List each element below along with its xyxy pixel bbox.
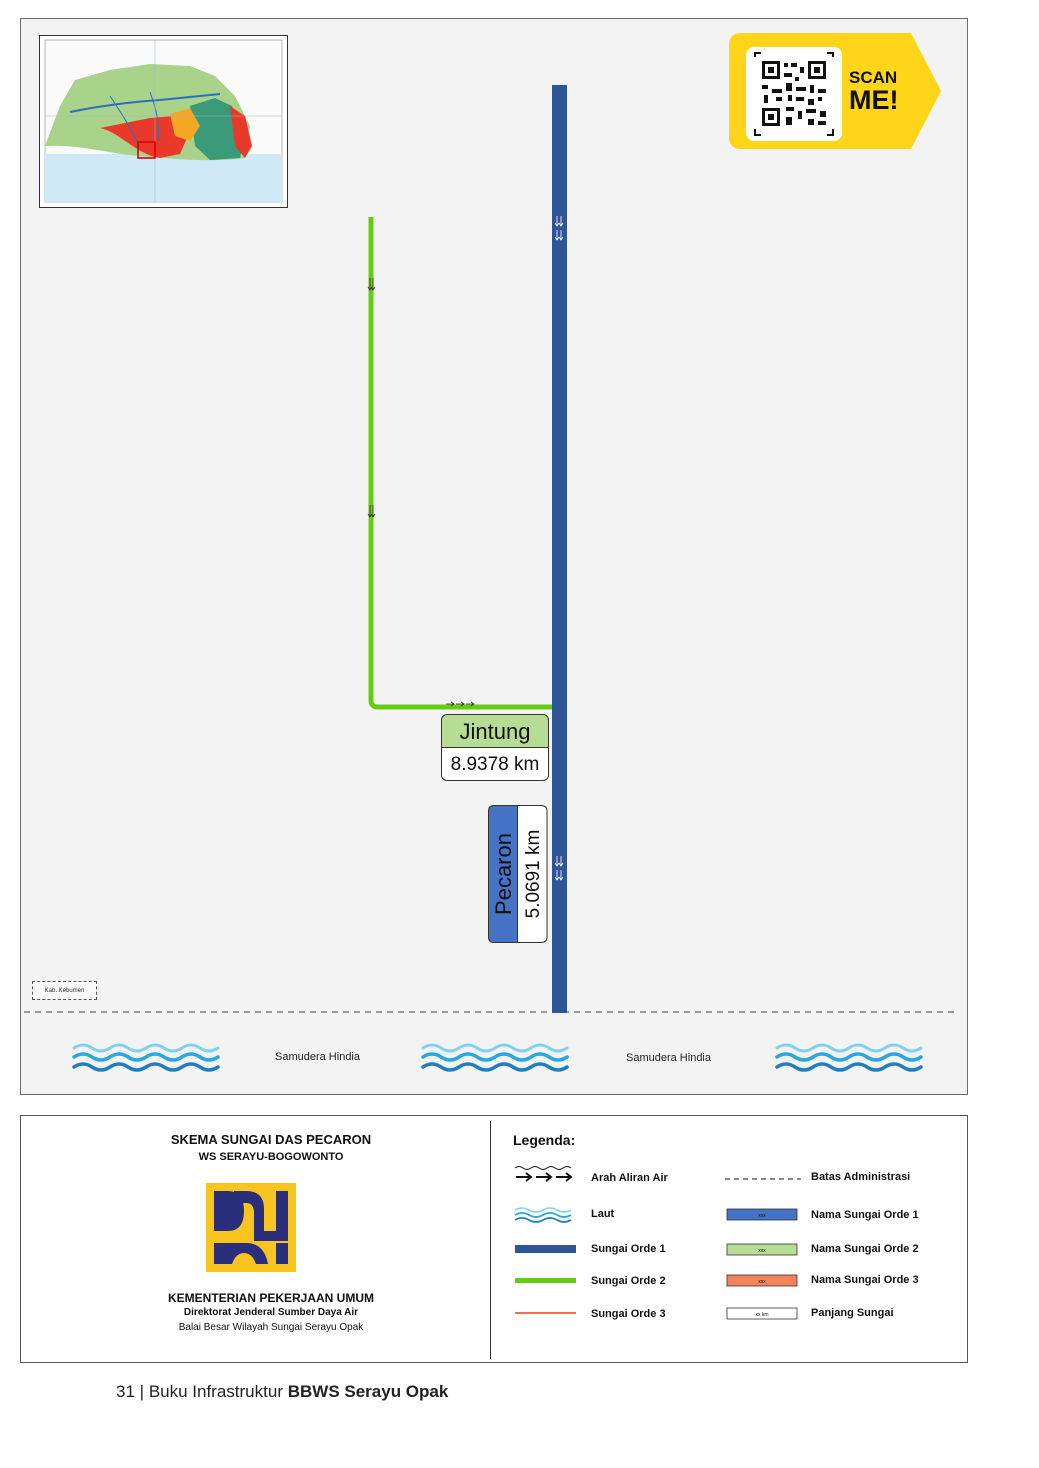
river-label-order1-graphic <box>488 805 548 943</box>
legend-order1-line <box>515 1245 576 1253</box>
legend-admin-label: Batas Administrasi <box>811 1171 911 1183</box>
legend-name3-swatch-text: xxx <box>758 1279 766 1285</box>
legend-name2-swatch-text: xxx <box>758 1248 766 1254</box>
legend-name2-label: Nama Sungai Orde 2 <box>811 1243 919 1255</box>
ministry-logo-icon <box>206 1183 296 1272</box>
legend-name1-label: Nama Sungai Orde 1 <box>811 1209 919 1221</box>
legend-order3-label: Sungai Orde 3 <box>591 1308 666 1320</box>
legend-order2-label: Sungai Orde 2 <box>591 1275 666 1287</box>
legend-length-swatch-text: xx km <box>755 1312 769 1318</box>
legend-sea-label: Laut <box>591 1208 615 1220</box>
org-name: BBWS Serayu Opak <box>287 1382 449 1401</box>
legend-name1-swatch-text: xxx <box>758 1213 766 1219</box>
legend-order2-line <box>515 1278 576 1283</box>
legend-sea-icon <box>515 1208 571 1222</box>
book-title: Buku Infrastruktur <box>148 1382 283 1401</box>
river-name-label-order2: Jintung <box>441 714 549 748</box>
schema-title: SKEMA SUNGAI DAS PECARON <box>170 1132 372 1147</box>
river-name-label-order1: Pecaron <box>491 833 516 915</box>
legend-order3-line <box>515 1312 576 1314</box>
page-footer-caption <box>116 1382 448 1402</box>
caption-separator: | <box>139 1382 145 1401</box>
admin-region-label: Kab. Kebumen <box>32 981 97 1000</box>
legend-name3-label: Nama Sungai Orde 3 <box>811 1274 919 1286</box>
panel-divider <box>490 1121 491 1359</box>
river-length-label-order2: 8.9378 km <box>441 747 549 781</box>
info-legend-panel <box>20 1115 968 1363</box>
page-number: 31 <box>116 1382 135 1401</box>
sea-label-2: Samudera Hindia <box>626 1052 711 1064</box>
legend-flow-arrow-icon <box>515 1167 571 1182</box>
ministry-name: KEMENTERIAN PEKERJAAN UMUM <box>167 1291 374 1305</box>
river-length-label-order1: 5.0691 km <box>523 829 544 919</box>
river-label-order1 <box>488 805 548 943</box>
river-order2-jintung <box>371 217 555 707</box>
sea-label-1: Samudera Hindia <box>275 1051 360 1063</box>
legend-flow-label: Arah Aliran Air <box>591 1172 668 1184</box>
schema-subtitle: WS SERAYU-BOGOWONTO <box>198 1151 344 1163</box>
qr-me-text: ME! <box>849 85 899 115</box>
legend-length-label: Panjang Sungai <box>811 1307 894 1319</box>
sea-wave-icon <box>74 1045 921 1070</box>
legend-title: Legenda: <box>513 1132 576 1148</box>
office-name: Balai Besar Wilayah Sungai Serayu Opak <box>178 1322 364 1333</box>
qr-scan-text: SCAN <box>849 68 898 87</box>
flow-arrow-icon <box>368 278 474 706</box>
legend-order1-label: Sungai Orde 1 <box>591 1243 666 1255</box>
directorate-name: Direktorat Jenderal Sumber Daya Air <box>183 1307 359 1318</box>
